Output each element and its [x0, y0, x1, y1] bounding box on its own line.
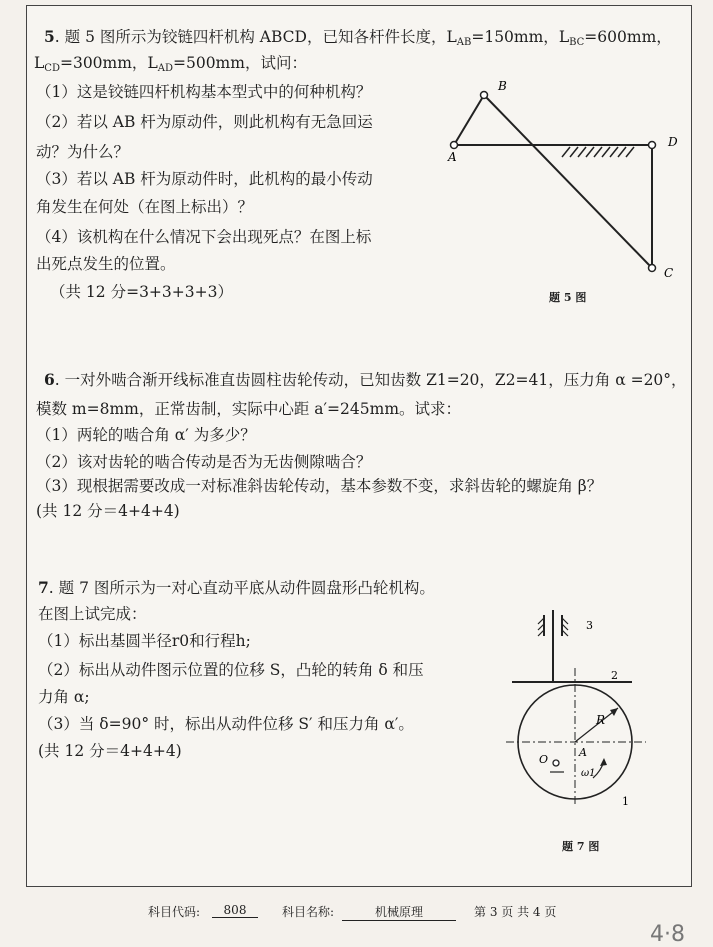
q7-item-2: （2）标出从动件图示位置的位移 S，凸轮的转角 δ 和压 [38, 661, 424, 679]
q6-item-1: （1）两轮的啮合角 α′ 为多少？ [36, 426, 256, 444]
lcd-value: =300mm， [59, 54, 148, 72]
label-1: 1 [622, 795, 629, 808]
lad-value: =500mm，试问： [172, 54, 307, 72]
label-o: O [539, 753, 549, 766]
lbc-subscript: BC [569, 37, 585, 48]
q5-item-2: （2）若以 AB 杆为原动件，则此机构有无急回运 [36, 113, 373, 131]
q5-caption: 题 5 图 [549, 291, 587, 304]
q5-item-1: （1）这是铰链四杆机构基本型式中的何种机构？ [36, 83, 372, 101]
q7-intro: . 题 7 图所示为一对心直动平底从动件圆盘形凸轮机构。 [48, 579, 435, 597]
q5-item-2-cont: 动？为什么？ [36, 143, 130, 161]
lad-subscript: AD [157, 63, 173, 74]
lbc-value: =600mm， [584, 28, 672, 46]
footer-name [342, 903, 456, 921]
q7-line-1 [38, 578, 435, 598]
lad-symbol: L [147, 54, 158, 72]
lab-value: =150mm， [471, 28, 559, 46]
q5-item-3: （3）若以 AB 杆为原动件时，此机构的最小传动 [36, 170, 373, 188]
label-b: B [498, 79, 507, 93]
label-omega: ω1 [581, 768, 596, 779]
q5-item-4: （4）该机构在什么情况下会出现死点？在图上标 [36, 228, 372, 246]
q6-score: (共 12 分＝4+4+4) [36, 502, 180, 520]
lcd-subscript: CD [44, 63, 60, 74]
q5-score: （共 12 分=3+3+3+3） [50, 283, 233, 301]
label-r: R [596, 713, 606, 727]
joint-b-icon [481, 92, 488, 99]
q7-item-3: （3）当 δ=90° 时，标出从动件位移 S′ 和压力角 α′。 [38, 715, 414, 733]
q6-number: 6 [44, 370, 55, 389]
q5-line-2 [34, 53, 307, 79]
q5-item-3-cont: 角发生在何处（在图上标出）？ [36, 198, 254, 216]
joint-d-icon [649, 142, 656, 149]
margin-note: 4·8 [650, 922, 685, 947]
q6-item-3: （3）现根据需要改成一对标准斜齿轮传动，基本参数不变，求斜齿轮的螺旋角 β？ [36, 477, 603, 495]
label-2: 2 [611, 669, 618, 682]
q7-item-1: （1）标出基圆半径r0和行程h; [38, 632, 251, 650]
label-c: C [664, 266, 674, 280]
footer-code-value: 808 [212, 903, 258, 918]
cam-pivot-icon [553, 760, 559, 766]
label-d: D [668, 135, 678, 149]
footer-code [212, 903, 258, 918]
q5-linkage-figure [440, 70, 680, 290]
q6-line-1 [44, 370, 687, 390]
lab-symbol: L [446, 28, 457, 46]
q6-item-2: （2）该对齿轮的啮合传动是否为无齿侧隙啮合？ [36, 453, 372, 471]
joint-c-icon [649, 265, 656, 272]
q5-number: 5 [44, 27, 55, 46]
footer-name-label: 科目名称: [282, 905, 335, 919]
q7-score: (共 12 分＝4+4+4) [38, 742, 182, 760]
lab-subscript: AB [456, 37, 472, 48]
lcd-symbol: L [34, 54, 45, 72]
q7-cam-figure [500, 600, 680, 820]
label-a-cam: A [579, 746, 587, 759]
q5-line-1 [44, 27, 672, 53]
footer-name-value: 机械原理 [342, 903, 456, 921]
q7-line-2: 在图上试完成： [38, 605, 147, 623]
lbc-symbol: L [558, 28, 570, 46]
q6-intro: . 一对外啮合渐开线标准直齿圆柱齿轮传动，已知齿数 Z1=20，Z2=41，压力角 α =20°， [54, 371, 687, 389]
footer-code-label: 科目代码: [148, 905, 201, 919]
footer-page: 第 3 页 共 4 页 [474, 905, 557, 919]
label-a: A [448, 150, 457, 164]
q5-item-4-cont: 出死点发生的位置。 [36, 255, 176, 273]
label-3: 3 [586, 619, 593, 632]
q5-intro: . 题 5 图所示为铰链四杆机构 ABCD，已知各杆件长度， [54, 28, 447, 46]
q7-caption: 题 7 图 [562, 840, 600, 853]
q7-number: 7 [38, 578, 49, 597]
q6-line-2: 模数 m=8mm，正常齿制，实际中心距 a′=245mm。试求： [36, 400, 462, 418]
q7-item-2-cont: 力角 α; [38, 688, 90, 706]
joint-a-icon [451, 142, 458, 149]
